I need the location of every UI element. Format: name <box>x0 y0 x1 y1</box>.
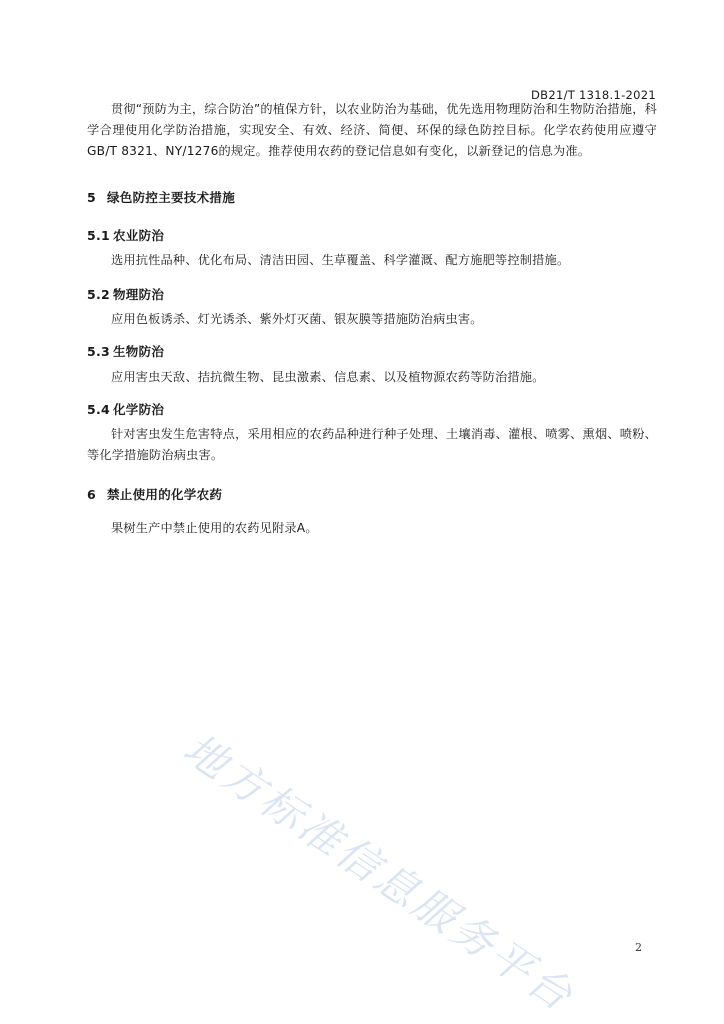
section-number: 5.1 <box>87 228 111 243</box>
watermark: 地方标准信息服务平台 <box>174 723 584 1022</box>
section-heading-5-2 <box>87 285 164 303</box>
section-number: 6 <box>87 487 96 502</box>
section-number: 5.2 <box>87 287 111 302</box>
section-title: 生物防治 <box>113 344 165 359</box>
section-number: 5.3 <box>87 344 111 359</box>
page-number: 2 <box>635 941 642 954</box>
section-number: 5.4 <box>87 402 111 417</box>
section-title: 物理防治 <box>113 287 165 302</box>
intro-paragraph: 贯彻“预防为主，综合防治”的植保方针，以农业防治为基础，优先选用物理防治和生物防治措施，科学合理使用化学防治措施，实现安全、有效、经济、简便、环保的绿色防控目标。化学农药使用应遵守GB/T 8321、NY/1276的规定。推荐使用农药的登记信息如有变化，以新登记的信息为准。 <box>87 102 657 158</box>
section-text-6: 果树生产中禁止使用的农药见附录A。 <box>111 521 318 535</box>
section-title: 禁止使用的化学农药 <box>107 487 223 502</box>
section-heading-5-1 <box>87 226 164 244</box>
section-number: 5 <box>87 190 96 205</box>
section-heading-5 <box>87 188 235 206</box>
section-heading-5-4 <box>87 400 164 418</box>
section-heading-5-3 <box>87 342 164 360</box>
section-text-5-4: 针对害虫发生危害特点，采用相应的农药品种进行种子处理、土壤消毒、灌根、喷雾、熏烟、喷粉、等化学措施防治病虫害。 <box>87 427 657 462</box>
section-text-5-3: 应用害虫天敌、拮抗微生物、昆虫激素、信息素、以及植物源农药等防治措施。 <box>111 370 545 384</box>
section-text-5-2: 应用色板诱杀、灯光诱杀、紫外灯灭菌、银灰膜等措施防治病虫害。 <box>111 312 483 326</box>
standard-code: DB21/T 1318.1-2021 <box>531 88 656 102</box>
section-title: 农业防治 <box>113 228 165 243</box>
section-title: 化学防治 <box>113 402 165 417</box>
section-title: 绿色防控主要技术措施 <box>107 190 236 205</box>
section-text-5-1: 选用抗性品种、优化布局、清洁田园、生草覆盖、科学灌溉、配方施肥等控制措施。 <box>111 253 570 267</box>
section-heading-6 <box>87 485 222 503</box>
